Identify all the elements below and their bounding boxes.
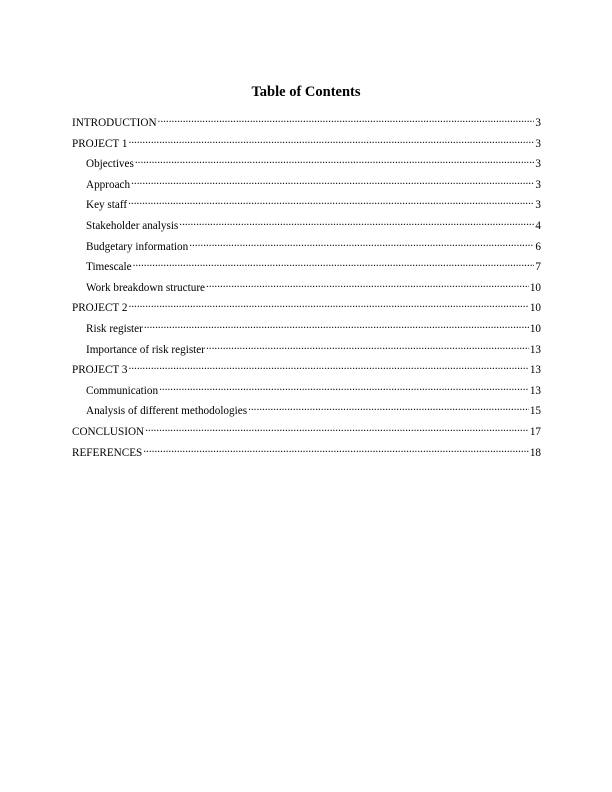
toc-dot-leader (159, 380, 529, 394)
toc-dot-leader (128, 194, 534, 208)
toc-entry-page-number: 13 (529, 384, 541, 397)
toc-entry-label: INTRODUCTION (72, 117, 157, 129)
toc-entry-work-breakdown-structure[interactable] (72, 277, 541, 298)
toc-entry-objectives[interactable] (72, 153, 541, 174)
toc-entry-page-number: 18 (529, 446, 541, 459)
toc-entry-label: Analysis of different methodologies (86, 405, 248, 418)
toc-entry-label: Key staff (86, 199, 128, 212)
toc-entry-page-number: 3 (535, 199, 541, 212)
table-of-contents (72, 112, 541, 462)
toc-entry-page-number: 10 (529, 322, 541, 335)
toc-entry-page-number: 3 (535, 137, 541, 150)
toc-entry-page-number: 6 (535, 240, 541, 253)
toc-dot-leader (144, 318, 529, 332)
toc-entry-label: PROJECT 3 (72, 364, 128, 377)
toc-dot-leader (128, 297, 528, 311)
toc-dot-leader (179, 215, 534, 229)
toc-dot-leader (143, 442, 529, 456)
toc-entry-communication[interactable] (72, 380, 541, 401)
toc-entry-label: Stakeholder analysis (86, 219, 179, 232)
toc-entry-page-number: 3 (535, 117, 541, 129)
toc-entry-page-number: 3 (535, 178, 541, 191)
toc-dot-leader (206, 339, 529, 353)
toc-entry-label: Risk register (86, 322, 143, 335)
toc-entry-label: CONCLUSION (72, 425, 145, 438)
toc-entry-label: Importance of risk register (86, 343, 205, 356)
toc-entry-page-number: 3 (535, 158, 541, 171)
toc-entry-label: REFERENCES (72, 446, 143, 459)
toc-entry-label: Objectives (86, 158, 134, 171)
toc-entry-label: Budgetary information (86, 240, 189, 253)
toc-entry-page-number: 4 (535, 219, 541, 232)
toc-entry-analysis-of-different-methodologies[interactable] (72, 400, 541, 421)
toc-entry-label: Communication (86, 384, 159, 397)
toc-entry-page-number: 7 (535, 261, 541, 274)
toc-dot-leader (131, 174, 534, 188)
toc-entry-project-2[interactable] (72, 297, 541, 318)
toc-entry-page-number: 13 (529, 364, 541, 377)
toc-entry-references[interactable] (72, 442, 541, 463)
toc-entry-key-staff[interactable] (72, 194, 541, 215)
toc-dot-leader (133, 256, 535, 270)
toc-dot-leader (189, 236, 534, 250)
toc-dot-leader (128, 133, 534, 147)
toc-entry-page-number: 17 (529, 425, 541, 438)
toc-entry-page-number: 10 (529, 281, 541, 294)
toc-entry-label: PROJECT 2 (72, 302, 128, 315)
toc-entry-page-number: 15 (529, 405, 541, 418)
toc-entry-timescale[interactable] (72, 256, 541, 277)
toc-entry-label: Approach (86, 178, 131, 191)
toc-entry-conclusion[interactable] (72, 421, 541, 442)
toc-entry-introduction[interactable] (72, 112, 541, 133)
toc-entry-label: PROJECT 1 (72, 137, 128, 150)
toc-dot-leader (206, 277, 529, 291)
toc-entry-approach[interactable] (72, 174, 541, 195)
toc-dot-leader (135, 153, 535, 167)
toc-entry-budgetary-information[interactable] (72, 236, 541, 257)
toc-entry-project-3[interactable] (72, 359, 541, 380)
toc-entry-label: Work breakdown structure (86, 281, 206, 294)
toc-entry-importance-of-risk-register[interactable] (72, 339, 541, 360)
toc-title: Table of Contents (251, 84, 361, 100)
toc-dot-leader (158, 112, 535, 126)
toc-entry-project-1[interactable] (72, 133, 541, 154)
toc-entry-label: Timescale (86, 261, 132, 274)
toc-entry-stakeholder-analysis[interactable] (72, 215, 541, 236)
toc-dot-leader (128, 359, 528, 373)
toc-entry-page-number: 13 (529, 343, 541, 356)
toc-entry-risk-register[interactable] (72, 318, 541, 339)
toc-dot-leader (145, 421, 529, 435)
toc-dot-leader (248, 400, 529, 414)
toc-entry-page-number: 10 (529, 302, 541, 315)
